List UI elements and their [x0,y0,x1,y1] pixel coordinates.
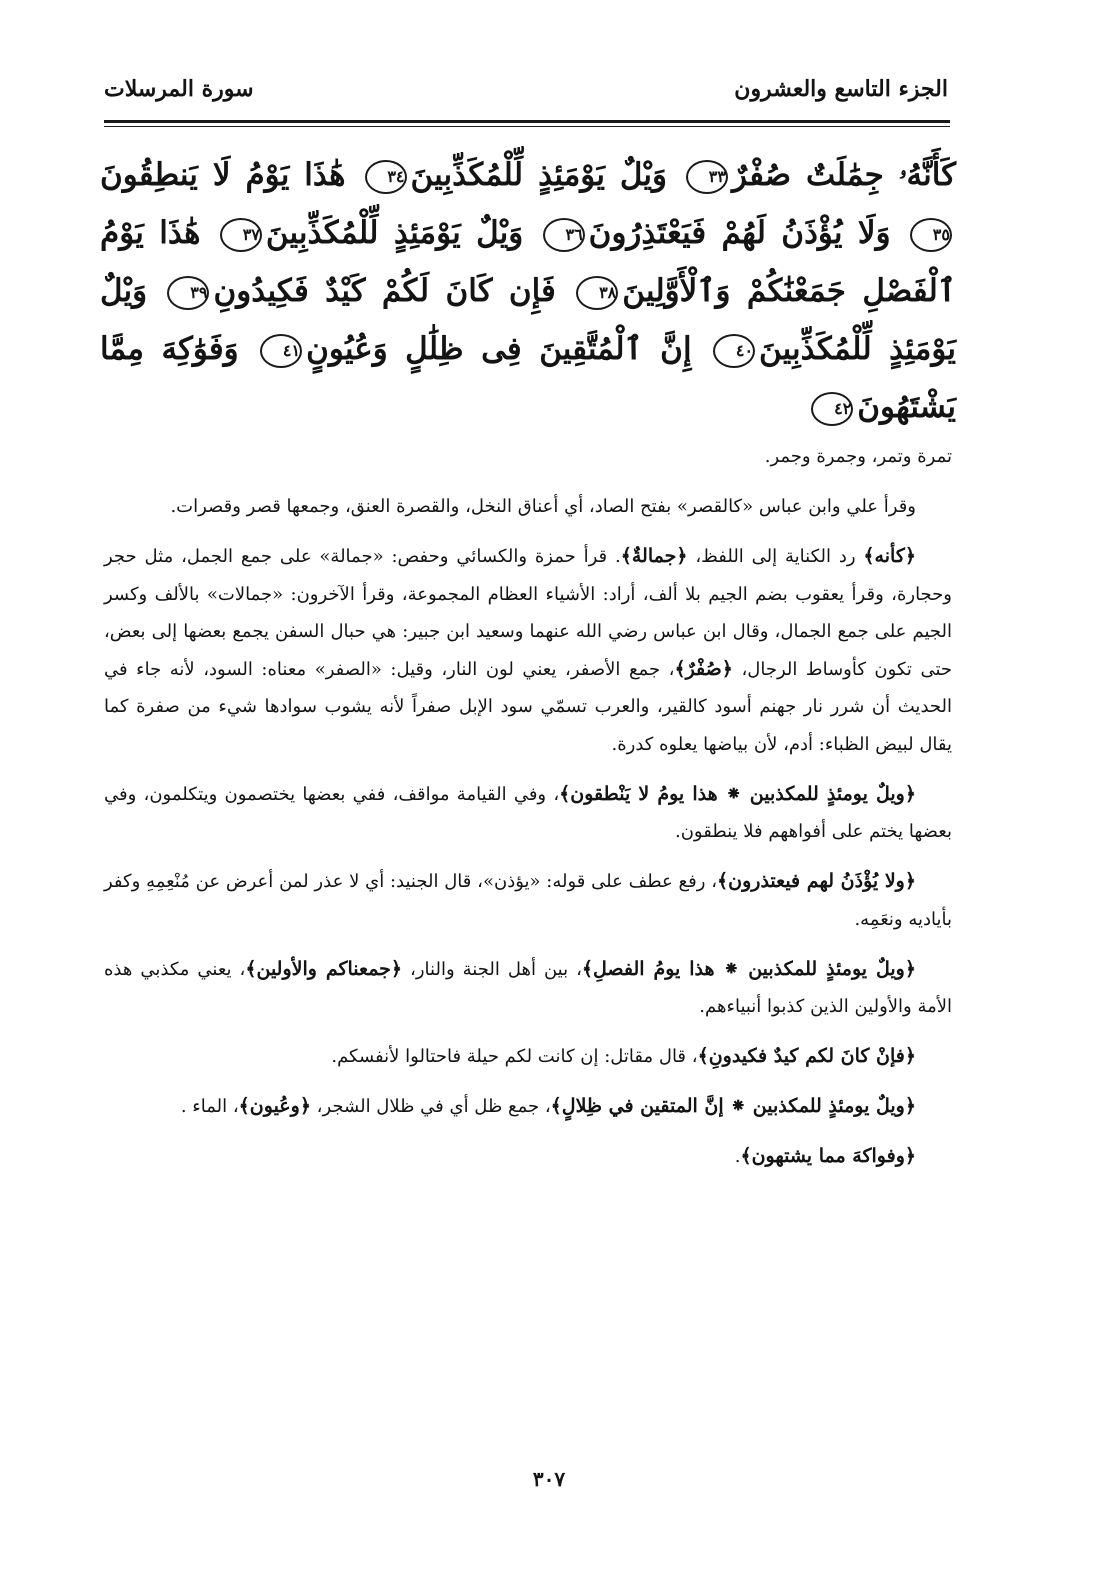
quoted-verse: ﴿ويلٌ يومئذٍ للمكذبين ⁕ إنَّ المتقين في ظِلالٍ﴾ [550,1095,916,1117]
quran-verses [100,146,956,436]
ayah-number-marker: ٣٨ [576,276,618,310]
ayah-number-marker: ٣٤ [365,160,407,194]
verse-text: وَيْلٌ يَوْمَئِذٍ لِّلْمُكَذِّبِينَ [265,215,524,251]
page-number: ٣٠٧ [532,1467,566,1491]
juz-title: الجزء التاسع والعشرون [734,76,948,102]
commentary-text: ، جمع ظل أي في ظلال الشجر، [310,1096,551,1117]
header-rule-thin [104,126,950,127]
quoted-verse: ﴿ولا يُؤْذَنُ لهم فيعتذرون﴾ [717,870,916,892]
commentary-text: . [734,1146,741,1167]
quoted-verse: ﴿صُفْرٌ﴾ [674,657,733,680]
verse-text: كَأَنَّهُۥ جِمَٰلَتٌ صُفْرٌ [731,157,957,193]
ayah-number-marker: ٤٠ [713,334,755,368]
verse-text: وَفَوَٰكِهَ مِمَّا يَشْتَهُونَ [100,331,956,425]
commentary-paragraph [104,488,952,526]
verse-text: إِنَّ ٱلْمُتَّقِينَ فِى ظِلَٰلٍ وَعُيُونٍ [306,331,692,367]
commentary-paragraph [104,1088,952,1126]
header-rule [104,120,950,123]
commentary-paragraph [104,1138,952,1176]
commentary-paragraph [104,438,952,476]
commentary-text: . قرأ حمزة والكسائي وحفص: «جمالة» على جمع الجمل، مثل حجر وحجارة، وقرأ يعقوب بضم الجيم بلا ألف، أراد: الأشياء العظام المجموعة، وقرأ الآخرون: «جمالات» بالألف وكسر الجيم على جمع الجمال، وقال ابن عباس رضي الله عنهما وسعيد ابن جبير: هي حبال السفن يجمع بعضها إلى بعض، حتى تكون كأوساط الرجال، [104,546,953,680]
commentary-paragraph [104,538,952,763]
ayah-number-marker: ٣٣ [686,160,728,194]
commentary-text: ، وفي القيامة مواقف، ففي بعضها يختصمون ويتكلمون، وفي بعضها يختم على أفواههم فلا ينطقون. [104,783,952,842]
page-header [104,62,948,102]
verse-text: هَٰذَا يَوْمُ لَا يَنطِقُونَ [100,157,346,193]
quoted-verse: ﴿كأنه﴾ [863,545,916,567]
commentary-paragraph [104,1038,952,1076]
ayah-number-marker: ٣٦ [543,218,585,252]
ayah-number-marker: ٣٩ [167,276,209,310]
verse-text: هَٰذَا يَوْمُ ٱلْفَصْلِ جَمَعْنَٰكُمْ وَٱلْأَوَّلِينَ [100,215,957,309]
commentary-text: ، الماء . [180,1096,239,1117]
quoted-verse: ﴿وفواكهَ مما يشتهون﴾ [740,1145,916,1167]
verse-text: وَلَا يُؤْذَنُ لَهُمْ فَيَعْتَذِرُونَ [588,215,891,251]
commentary-text: ، رفع عطف على قوله: «يؤذن»، قال الجنيد: أي لا عذر لمن أعرض عن مُنْعِمِهِ وكفر بأياديه ونعَمِه. [104,871,952,930]
quoted-verse: ﴿جمالةٌ﴾ [620,545,688,567]
commentary-text: ، جمع الأصفر، يعني لون النار، وقيل: «الصفر» معناه: السود، لأنه جاء في الحديث أن شرر نار جهنم أسود كالقير، والعرب تسمّي سود الإبل صفراً لأنه يشوب سوادها شيء من صفرة كما يقال لبيض الظباء: أدم، لأن بياضها يعلوه كدرة. [104,658,952,755]
quoted-verse: ﴿جمعناكم والأولين﴾ [245,957,403,980]
quoted-verse: ﴿ويلٌ يومئذٍ للمكذبين ⁕ هذا يومُ لا يَنْطقون﴾ [559,782,916,805]
ayah-number-marker: ٤١ [260,334,302,368]
commentary-text: ، قال مقاتل: إن كانت لكم حيلة فاحتالوا لأنفسكم. [331,1046,698,1067]
ayah-number-marker: ٣٧ [220,218,262,252]
quoted-verse: ﴿فإنْ كانَ لكم كيدٌ فكيدونِ﴾ [697,1045,916,1067]
commentary-paragraph [104,951,952,1026]
surah-title: سورة المرسلات [104,76,254,102]
commentary-paragraph [104,863,952,938]
verse-text: فَإِن كَانَ لَكُمْ كَيْدٌ فَكِيدُونِ [213,273,556,309]
quoted-verse: ﴿وعُيون﴾ [238,1095,311,1117]
verse-text: وَيْلٌ يَوْمَئِذٍ لِّلْمُكَذِّبِينَ [410,157,667,193]
commentary-text: ، بين أهل الجنة والنار، [402,958,582,980]
commentary-text: رد الكناية إلى اللفظ، [687,546,864,567]
commentary-text: ، يعني مكذبي هذه الأمة والأولين الذين كذبوا أنبياءهم. [104,958,952,1017]
ayah-number-marker: ٤٢ [811,392,853,426]
verse-text: وَيْلٌ يَوْمَئِذٍ لِّلْمُكَذِّبِينَ [100,273,956,367]
commentary-text: تمرة وتمر، وجمرة وجمر. [764,446,952,467]
commentary-text: وقرأ علي وابن عباس «كالقصر» بفتح الصاد، أي أعناق النخل، والقصرة العنق، وجمعها قصر وقصرات. [170,496,916,517]
commentary-paragraph [104,776,952,851]
ayah-number-marker: ٣٥ [910,218,952,252]
quoted-verse: ﴿ويلٌ يومئذٍ للمكذبين ⁕ هذا يومُ الفصلِ﴾ [581,957,916,980]
commentary [104,438,952,1188]
